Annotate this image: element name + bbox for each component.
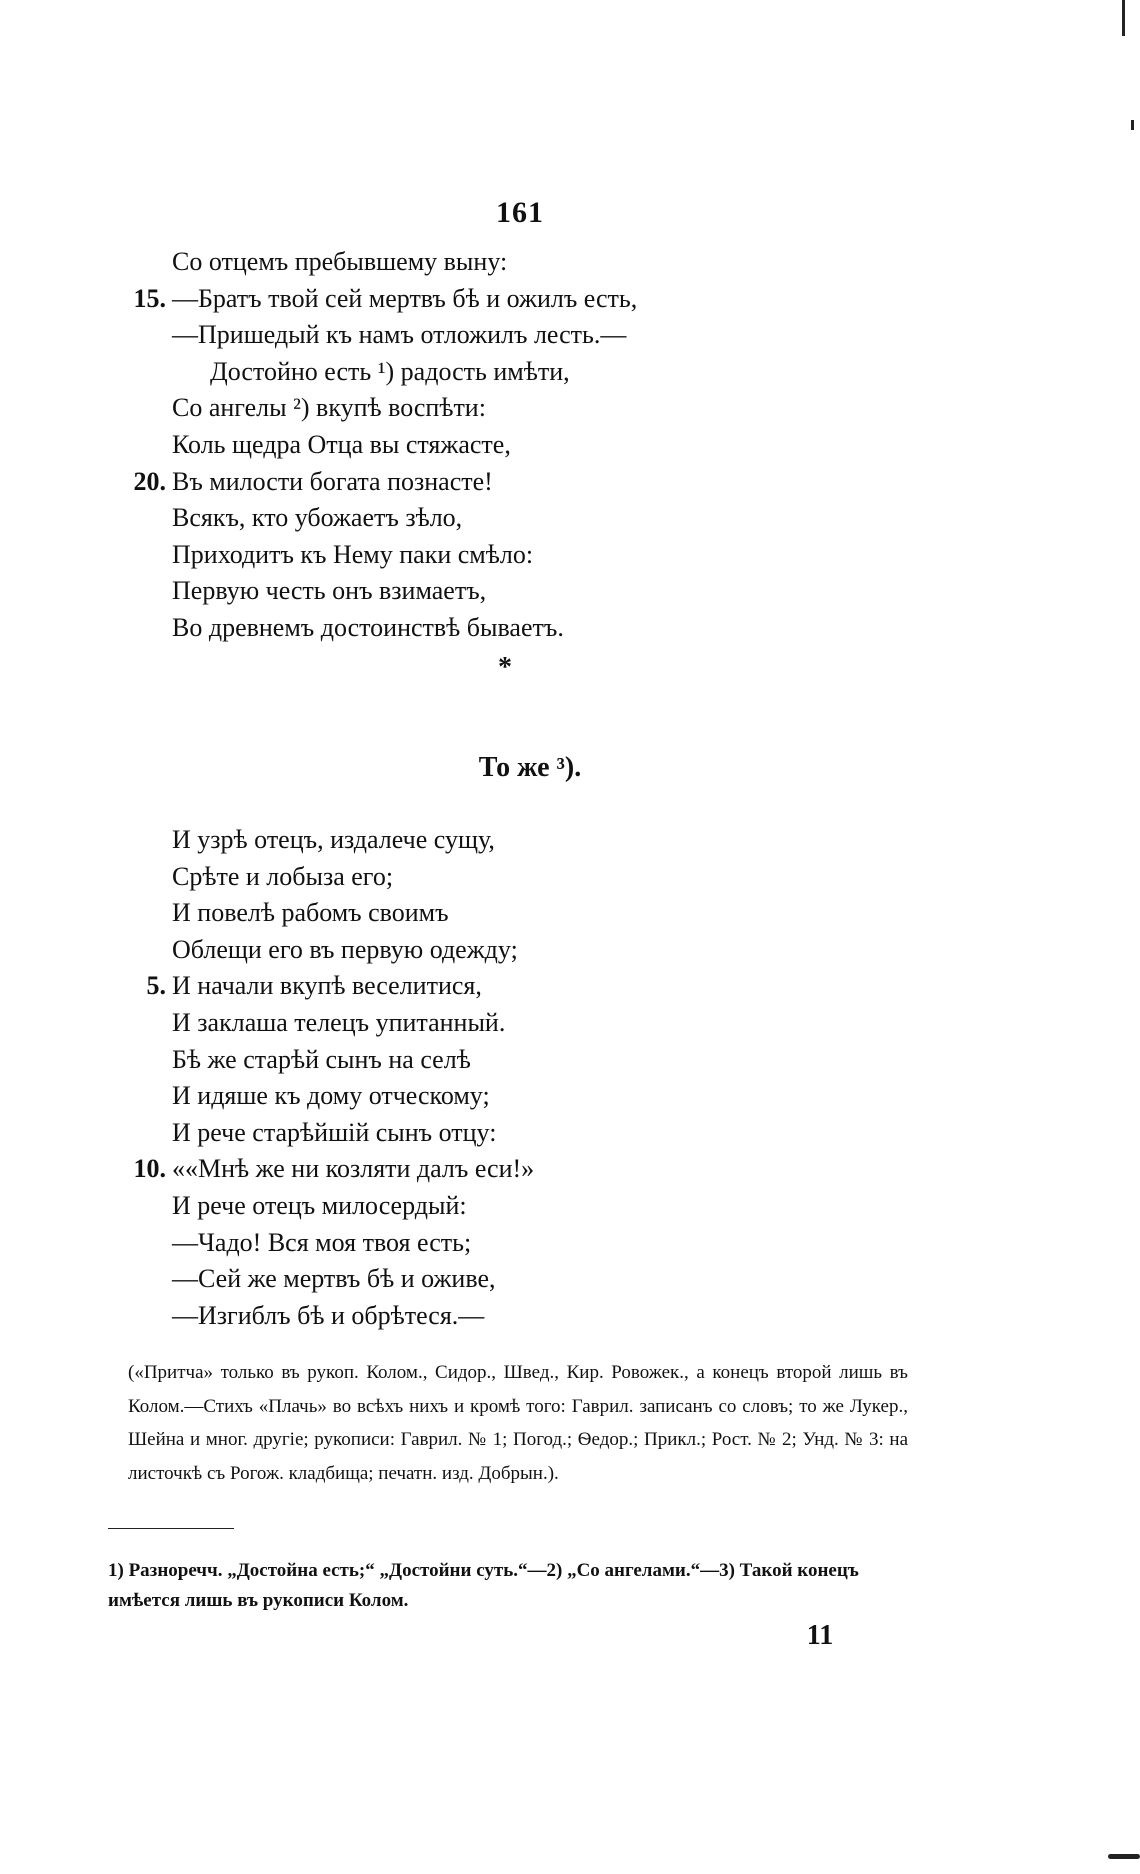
verse-line [120, 968, 820, 1005]
verse-line [120, 500, 820, 537]
verse-line [120, 822, 820, 859]
editorial-note: («Притча» только въ рукоп. Колом., Сидор., Швед., Кир. Ровожек., а конецъ второй лишь въ Колом.—Стихъ «Плачь» во всѣхъ нихъ и кромѣ того: Гаврил. записанъ со словъ; то же Лукер., Шейна и мног. другіе; рукописи: Гаврил. № 1; Погод.; Ѳедор.; Прикл.; Рост. № 2; Унд. № 3: на листочкѣ съ Рогож. кладбища; печатн. изд. Добрын.). [128, 1362, 908, 1484]
line-number: 20. [133, 466, 166, 496]
line-text: И заклаша телецъ упитанный. [172, 1007, 506, 1037]
line-text: Первую честь онъ взимаетъ, [172, 576, 487, 606]
verse-line [120, 244, 820, 281]
verse-line [120, 1188, 820, 1225]
page-number: 161 [496, 196, 544, 229]
line-text: И начали вкупѣ веселитися, [172, 971, 482, 1001]
line-number: 15. [133, 283, 166, 313]
line-text: Въ милости богата познасте! [172, 466, 493, 496]
verse-line [120, 1151, 820, 1188]
line-text: —Чадо! Вся моя твоя есть; [172, 1227, 472, 1257]
footnotes: 1) Разноречч. „Достойна есть;“ „Достойни суть.“—2) „Со ангелами.“—3) Такой конецъ имѣется лишь въ рукописи Колом. [108, 1560, 859, 1611]
verse-line [120, 1261, 820, 1298]
line-number: 10. [133, 1154, 166, 1184]
footnote-divider [108, 1528, 234, 1529]
line-text: Со отцемъ пребывшему выну: [172, 247, 508, 276]
verse-line [120, 317, 820, 354]
line-text: Во древнемъ достоинствѣ бываетъ. [172, 612, 564, 642]
line-text: Облещи его въ первую одежду; [172, 934, 518, 964]
line-text: И рече отецъ милосердый: [172, 1190, 467, 1220]
verse-line [120, 1005, 820, 1042]
verse-line [120, 427, 820, 464]
verse-line [120, 1298, 820, 1335]
section-separator: * [498, 652, 512, 683]
line-text: И узрѣ отецъ, издалече сущу, [172, 825, 495, 854]
line-text: Достойно есть ¹) радость имѣти, [210, 356, 570, 386]
line-text: И идяше къ дому отческому; [172, 1081, 490, 1111]
line-text: И рече старѣйшій сынъ отцу: [172, 1117, 497, 1147]
verse-line [120, 390, 820, 427]
scan-mark-bottom-right [1108, 1854, 1140, 1859]
line-number: 5. [146, 971, 166, 1001]
line-text: Приходитъ къ Нему паки смѣло: [172, 539, 534, 569]
line-text: Коль щедра Отца вы стяжасте, [172, 429, 511, 459]
poem-first-part [120, 244, 820, 647]
line-text: Бѣ же старѣй сынъ на селѣ [172, 1044, 471, 1074]
poem-second-part [120, 822, 820, 1334]
verse-line [120, 573, 820, 610]
line-text: Всякъ, кто убожаетъ зѣло, [172, 503, 463, 533]
verse-line [120, 1115, 820, 1152]
line-text: —Изгиблъ бѣ и обрѣтеся.— [172, 1300, 485, 1330]
line-text: —Пришедый къ намъ отложилъ лесть.— [172, 320, 627, 350]
verse-line [120, 932, 820, 969]
verse-line [120, 1042, 820, 1079]
poem-title: То же ³). [478, 752, 582, 783]
verse-line [120, 464, 820, 501]
scan-mark-top-right [1122, 0, 1125, 36]
line-text: ««Мнѣ же ни козляти далъ еси!» [172, 1154, 535, 1184]
line-text: Со ангелы ²) вкупѣ воспѣти: [172, 393, 486, 423]
verse-line [120, 610, 820, 647]
line-text: —Сей же мертвъ бѣ и оживе, [172, 1264, 496, 1294]
signature-number: 11 [806, 1620, 834, 1651]
verse-line [120, 859, 820, 896]
line-text: —Братъ твой сей мертвъ бѣ и ожилъ есть, [172, 283, 638, 313]
verse-line [120, 1225, 820, 1262]
line-text: И повелѣ рабомъ своимъ [172, 898, 449, 928]
line-text: Срѣте и лобыза его; [172, 861, 394, 891]
scan-mark-right-edge [1131, 120, 1134, 130]
verse-line [120, 1078, 820, 1115]
verse-line [120, 537, 820, 574]
verse-line [120, 354, 820, 391]
verse-line [120, 281, 820, 318]
verse-line [120, 895, 820, 932]
